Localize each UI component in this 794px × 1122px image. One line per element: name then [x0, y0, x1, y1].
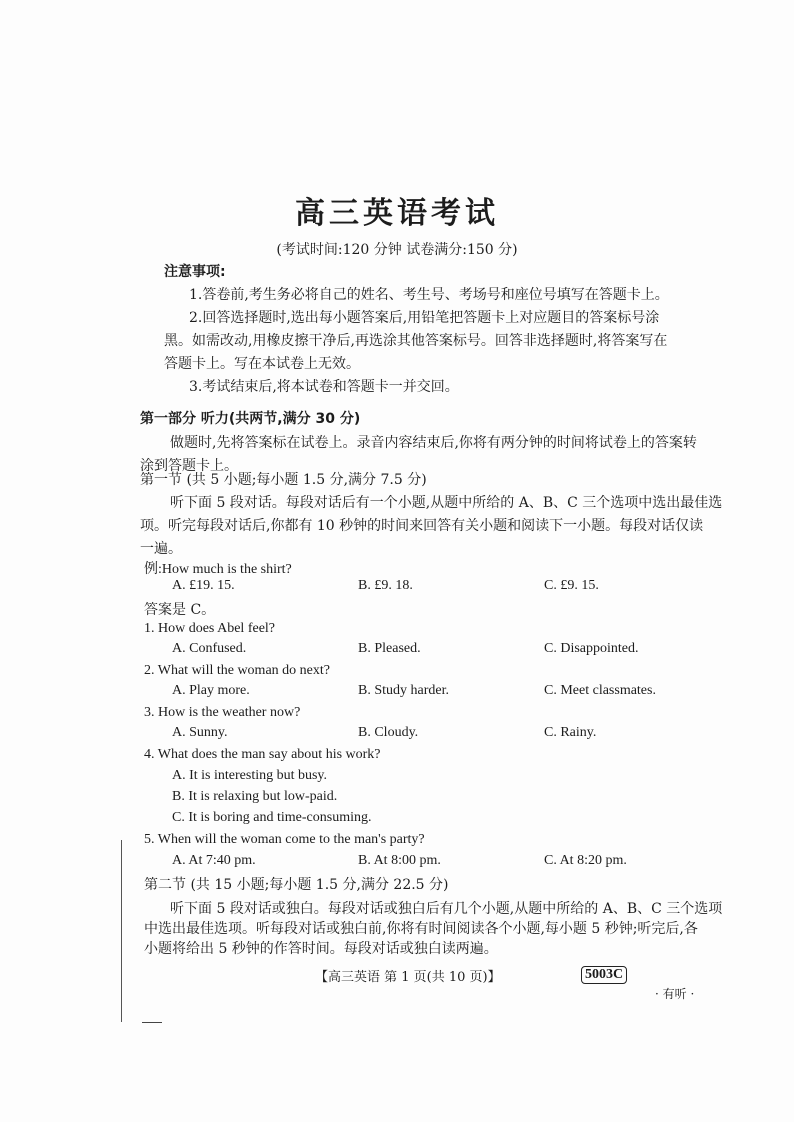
section2-instructions: 小题将给出 5 秒钟的作答时间。每段对话或独白读两遍。 — [144, 941, 498, 957]
section1-instructions: 一遍。 — [140, 541, 182, 557]
q4-option-c: C. It is boring and time-consuming. — [172, 810, 372, 825]
part1-intro: 涂到答题卡上。 — [140, 458, 238, 474]
notes-line: 2.回答选择题时,选出每小题答案后,用铅笔把答题卡上对应题目的答案标号涂 — [189, 310, 660, 326]
page-footer-label: 【高三英语 第 1 页(共 10 页)】 — [315, 970, 501, 985]
q5-option-b: B. At 8:00 pm. — [358, 853, 441, 868]
q3-option-c: C. Rainy. — [544, 725, 597, 740]
q4-option-b: B. It is relaxing but low-paid. — [172, 789, 338, 804]
example-option-b: B. £9. 18. — [358, 578, 413, 593]
q2-option-c: C. Meet classmates. — [544, 683, 656, 698]
notes-line: 1.答卷前,考生务必将自己的姓名、考生号、考场号和座位号填写在答题卡上。 — [189, 287, 669, 303]
q4-option-a: A. It is interesting but busy. — [172, 768, 328, 783]
q1-option-a: A. Confused. — [172, 641, 247, 656]
part1-heading: 第一部分 听力(共两节,满分 30 分) — [140, 411, 361, 427]
q3-option-a: A. Sunny. — [172, 725, 228, 740]
exam-subtitle: (考试时间:120 分钟 试卷满分:150 分) — [276, 242, 518, 258]
q5-option-c: C. At 8:20 pm. — [544, 853, 627, 868]
notes-line: 答题卡上。写在本试卷上无效。 — [164, 356, 360, 372]
margin-tick — [142, 1022, 162, 1023]
page-title: 高三英语考试 — [295, 196, 499, 231]
section1-heading: 第一节 (共 5 小题;每小题 1.5 分,满分 7.5 分) — [140, 472, 427, 488]
q3-option-b: B. Cloudy. — [358, 725, 419, 740]
q5-option-a: A. At 7:40 pm. — [172, 853, 256, 868]
part1-intro: 做题时,先将答案标在试卷上。录音内容结束后,你将有两分钟的时间将试卷上的答案转 — [170, 435, 697, 451]
section1-instructions: 听下面 5 段对话。每段对话后有一个小题,从题中所给的 A、B、C 三个选项中选出最佳选 — [170, 495, 723, 511]
notes-heading: 注意事项: — [164, 264, 226, 280]
question-1: 1. How does Abel feel? — [144, 621, 276, 636]
q1-option-b: B. Pleased. — [358, 641, 421, 656]
bleed-through-text: · 有听 · — [655, 987, 695, 1001]
section2-instructions: 听下面 5 段对话或独白。每段对话或独白后有几个小题,从题中所给的 A、B、C 三个选项 — [170, 901, 723, 917]
section2-instructions: 中选出最佳选项。听每段对话或独白前,你将有时间阅读各个小题,每小题 5 秒钟;听完后,各 — [144, 921, 698, 937]
question-5: 5. When will the woman come to the man's party? — [144, 832, 425, 847]
example-option-a: A. £19. 15. — [172, 578, 235, 593]
margin-line — [121, 840, 122, 1022]
section1-instructions: 项。听完每段对话后,你都有 10 秒钟的时间来回答有关小题和阅读下一小题。每段对话仅读 — [140, 518, 704, 534]
notes-line: 3.考试结束后,将本试卷和答题卡一并交回。 — [189, 379, 459, 395]
q2-option-b: B. Study harder. — [358, 683, 449, 698]
example-question: 例:How much is the shirt? — [144, 562, 292, 577]
question-3: 3. How is the weather now? — [144, 705, 301, 720]
notes-line: 黑。如需改动,用橡皮擦干净后,再选涂其他答案标号。回答非选择题时,将答案写在 — [164, 333, 668, 349]
question-2: 2. What will the woman do next? — [144, 663, 330, 678]
exam-code-badge: 5003C — [581, 966, 627, 984]
example-answer: 答案是 C。 — [144, 602, 216, 618]
q2-option-a: A. Play more. — [172, 683, 250, 698]
section2-heading: 第二节 (共 15 小题;每小题 1.5 分,满分 22.5 分) — [144, 877, 449, 893]
example-option-c: C. £9. 15. — [544, 578, 599, 593]
q1-option-c: C. Disappointed. — [544, 641, 639, 656]
question-4: 4. What does the man say about his work? — [144, 747, 381, 762]
